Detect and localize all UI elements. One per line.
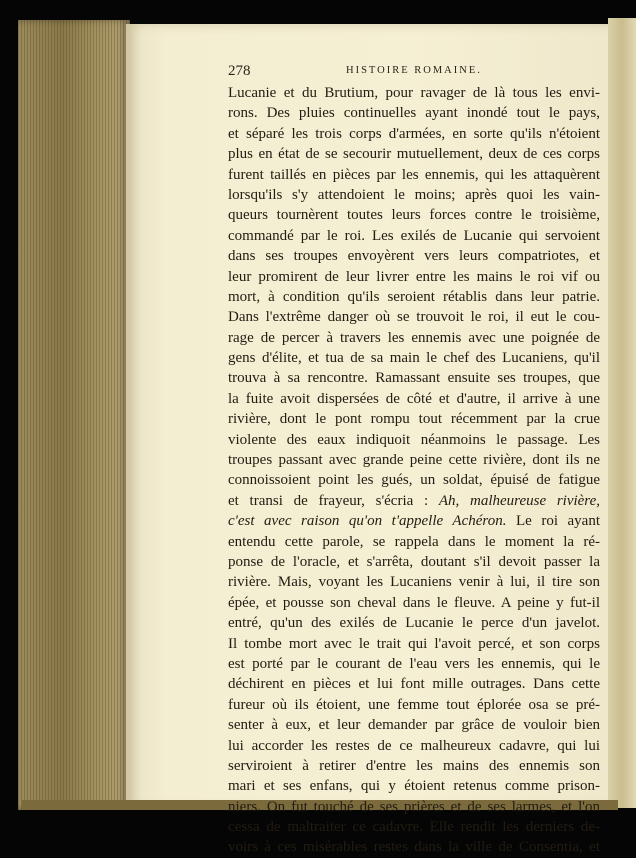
text-line: commandé par le roi. Les exilés de Lucanie qui servoient [228,227,600,244]
page-stack-edge [18,20,130,810]
running-title: HISTOIRE ROMAINE. [346,65,482,76]
text-line: Il tombe mort avec le trait qui l'avoit percé, et son corps [228,635,600,652]
text-line: fureur où ils étoient, une femme tout éplorée osa se pré- [228,696,600,713]
text-line: senter à eux, et leur demander par grâce de vouloir bien [228,717,600,734]
facing-page-edge [608,18,636,808]
text-line: lorsqu'ils s'y attendoient le moins; après quoi les vain- [228,186,600,203]
text-line: Lucanie et du Brutium, pour ravager de là tous les envi- [228,85,600,101]
page-header [228,63,600,81]
text-line: serviroient à retirer d'entre les mains des ennemis son [228,757,600,774]
text-line: lui accorder les restes de ce malheureux cadavre, qui lui [228,737,600,754]
text-line: rivière. Mais, voyant les Lucaniens venir à lui, il tire son [228,574,600,591]
text-line: furent taillés en pièces par les ennemis, qui les attaquèrent [228,166,600,183]
text-line: mari et ses enfans, qui y étoient retenus comme prison- [228,778,600,795]
text-line: Dans l'extrême danger où se trouvoit le roi, il eut le cou- [228,309,600,326]
text-line: voirs à ces misérables restes dans la ville de Consentia, et [228,839,600,856]
text-line: épée, et pousse son cheval dans le fleuve. A peine y fut-il [228,594,600,611]
text-line: gens d'élite, et tua de sa main le chef des Lucaniens, qu'il [228,350,600,367]
text-line: connoissoient point les gués, un soldat, épuisé de fatigue [228,472,600,489]
text-line: troupes passant avec grande peine cette rivière, dont ils ne [228,452,600,469]
text-line: rage de percer à travers les ennemis avec une poignée de [228,329,600,346]
text-line: et séparé les trois corps d'armées, en sorte qu'ils n'étoient [228,125,600,142]
text-line: leur promirent de leur livrer entre les mains le roi vif ou [228,268,600,285]
text-line: mort, à condition qu'ils seroient rétablis dans leur patrie. [228,288,600,305]
text-line: entré, qu'un des exilés de Lucanie le perce d'un javelot. [228,615,600,632]
page-number: 278 [228,63,251,79]
text-line: plus en état de se secourir mutuellement, deux de ces corps [228,146,600,163]
text-line: violente des eaux indiquoit néanmoins le passage. Les [228,431,600,448]
text-line: trouva à sa rencontre. Ramassant ensuite ses troupes, que [228,370,600,387]
text-line: cessa de maltraiter ce cadavre. Elle rendit les derniers de- [228,819,600,836]
text-line: dans ses troupes envoyèrent vers leurs compatriotes, et [228,248,600,265]
text-line: c'est avec raison qu'on t'appelle Achéron. Le roi ayant [228,513,600,530]
text-line: ponse de l'oracle, et s'arrêta, doutant s'il devoit passer la [228,553,600,570]
text-line: rivière, dont le pont rompu tout récemment par la crue [228,411,600,428]
text-line: rons. Des pluies continuelles ayant inondé tout le pays, [228,105,600,122]
text-line: déchirent en pièces et lui font mille outrages. Dans cette [228,676,600,693]
text-line: est porté par le courant de l'eau vers les ennemis, qui le [228,655,600,672]
text-line: entendu cette parole, se rappela dans le moment la ré- [228,533,600,550]
text-line: la fuite avoit dispersées de côté et d'autre, il arrive à une [228,390,600,407]
text-line: queurs tournèrent toutes leurs forces contre le troisième, [228,207,600,224]
body-text [228,83,600,858]
text-line: niers. On fut touché de ses prières et de ses larmes, et l'on [228,798,600,815]
text-line: et transi de frayeur, s'écria : Ah, malheureuse rivière, [228,492,600,509]
